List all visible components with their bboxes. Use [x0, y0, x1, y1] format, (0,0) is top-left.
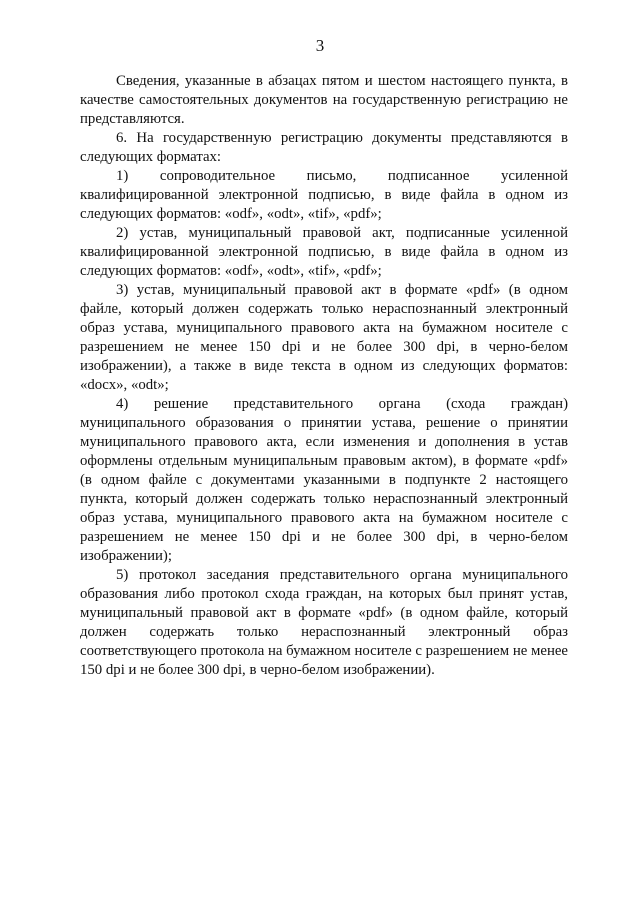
paragraph-info-not-submitted: Сведения, указанные в абзацах пятом и шестом настоящего пункта, в качестве самостоятельных документов на государственную регистрацию не представляются. [80, 73, 568, 127]
document-body [80, 72, 568, 680]
page-number: 3 [315, 36, 325, 55]
list-item-1-cover-letter: 1) сопроводительное письмо, подписанное усиленной квалифицированной электронной подписью, в виде файла в одном из следующих форматов: «odf», «odt», «tif», «pdf»; [80, 168, 568, 222]
list-item-3-charter-pdf: 3) устав, муниципальный правовой акт в формате «pdf» (в одном файле, который должен содержать только нераспознанный электронный образ устава, муниципального правового акта на бумажном носителе с разрешением не менее 150 dpi и не более 300 dpi, в черно-белом изображении), а также в виде текста в одном из следующих форматов: «docx», «odt»; [80, 282, 568, 393]
paragraph-item-6-formats: 6. На государственную регистрацию документы представляются в следующих форматах: [80, 130, 568, 165]
list-item-5-protocol: 5) протокол заседания представительного органа муниципального образования либо протокол схода граждан, на которых был принят устав, муниципальный правовой акт в формате «pdf» (в одном файле, который должен содержать только нераспознанный электронный образ соответствующего протокола на бумажном носителе с разрешением не менее 150 dpi и не более 300 dpi, в черно-белом изображении). [80, 567, 568, 678]
list-item-4-decision: 4) решение представительного органа (схода граждан) муниципального образования о принятии устава, решение о принятии муниципального правового акта, если изменения и дополнения в устав оформлены отдельным муниципальным правовым актом), в формате «pdf» (в одном файле с документами указанными в подпункте 2 настоящего пункта, который должен содержать только нераспознанный электронный образ устава, муниципального правового акта на бумажном носителе с разрешением не менее 150 dpi и не более 300 dpi, в черно-белом изображении); [80, 396, 568, 564]
list-item-2-charter-signed: 2) устав, муниципальный правовой акт, подписанные усиленной квалифицированной электронной подписью, в виде файла в одном из следующих форматов: «odf», «odt», «tif», «pdf»; [80, 225, 568, 279]
